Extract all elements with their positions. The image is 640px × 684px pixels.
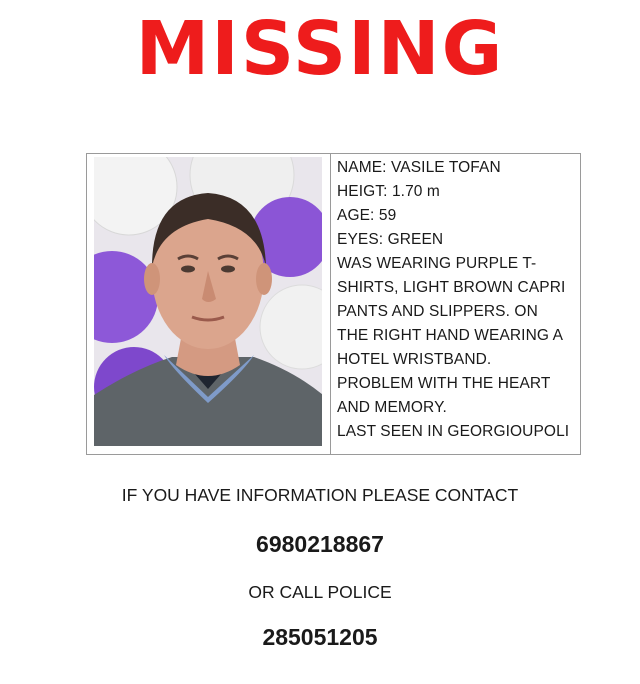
portrait-illustration <box>94 157 322 446</box>
detail-age: AGE: 59 <box>337 207 397 224</box>
details-cell <box>331 154 580 454</box>
detail-eyes: EYES: GREEN <box>337 231 444 248</box>
missing-person-photo <box>94 157 322 446</box>
police-phone-number[interactable]: 285051205 <box>262 624 378 650</box>
detail-name: NAME: VASILE TOFAN <box>337 159 501 176</box>
missing-headline: MISSING <box>135 6 505 92</box>
detail-description-line: WAS WEARING PURPLE T- <box>337 255 537 272</box>
police-prompt: OR CALL POLICE <box>248 582 392 602</box>
detail-last-seen: LAST SEEN IN GEORGIOUPOLI <box>337 423 570 440</box>
detail-description-line: THE RIGHT HAND WEARING A <box>337 327 564 344</box>
contact-prompt: IF YOU HAVE INFORMATION PLEASE CONTACT <box>121 485 519 505</box>
detail-height: HEIGT: 1.70 m <box>337 183 440 200</box>
detail-description-line: SHIRTS, LIGHT BROWN CAPRI <box>337 279 566 296</box>
info-table <box>86 153 581 455</box>
detail-description-line: HOTEL WRISTBAND. <box>337 351 492 368</box>
detail-description-line: PROBLEM WITH THE HEART <box>337 375 551 392</box>
photo-cell <box>87 154 331 454</box>
detail-description-line: AND MEMORY. <box>337 399 447 416</box>
contact-phone-number[interactable]: 6980218867 <box>256 531 384 557</box>
detail-description-line: PANTS AND SLIPPERS. ON <box>337 303 538 320</box>
